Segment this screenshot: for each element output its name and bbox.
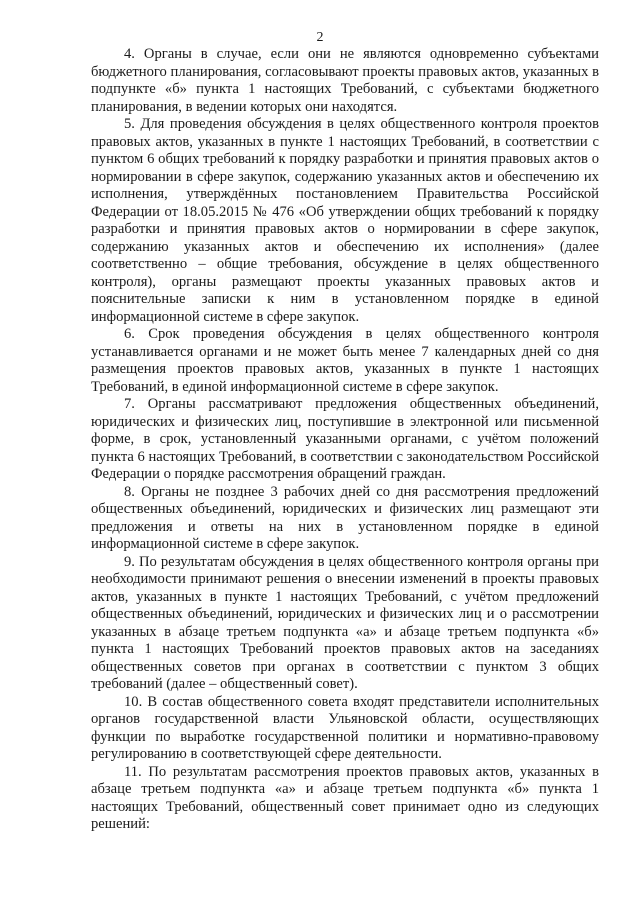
paragraph-9: 9. По результатам обсуждения в целях общественного контроля органы при необходимости принимают решения о внесении изменений в проекты правовых актов, указанных в пункте 1 настоящих Требований, с учётом предложений общественных объединений, юридических и физических лиц и о рассмотрении указанных в абзаце третьем подпункта «а» и абзаце третьем подпункта «б» пункта 1 настоящих Требований проектов правовых актов на заседаниях общественных советов при органах в соответствии с пунктом 3 общих требований (далее – общественный совет). [91, 553, 599, 692]
paragraph-5: 5. Для проведения обсуждения в целях общественного контроля проектов правовых актов, указанных в пункте 1 настоящих Требований, в соответствии с пунктом 6 общих требований к порядку разработки и принятия правовых актов о нормировании в сфере закупок, содержанию указанных актов и обеспечению их исполнения, утверждённых постановлением Правительства Российской Федерации от 18.05.2015 № 476 «Об утверждении общих требований к порядку разработки и принятия правовых актов о нормировании в сфере закупок, содержанию указанных актов и обеспечению их исполнения» (далее соответственно – общие требования, обсуждение в целях общественного контроля), органы размещают проекты указанных правовых актов и пояснительные записки к ним в установленном порядке в единой информационной системе в сфере закупок. [91, 116, 599, 325]
paragraph-6: 6. Срок проведения обсуждения в целях общественного контроля устанавливается органами и не может быть менее 7 календарных дней со дня размещения проектов правовых актов, указанных в пункте 1 настоящих Требований, в единой информационной системе в сфере закупок. [91, 326, 599, 395]
paragraph-10: 10. В состав общественного совета входят представители исполнительных органов государственной власти Ульяновской области, осуществляющих функции по выработке государственной политики и нормативно-правовому регулированию в соответствующей сфере деятельности. [91, 693, 599, 762]
paragraph-11: 11. По результатам рассмотрения проектов правовых актов, указанных в абзаце третьем подпункта «а» и абзаце третьем подпункта «б» пункта 1 настоящих Требований, общественный совет принимает одно из следующих решений: [91, 763, 599, 832]
paragraph-8: 8. Органы не позднее 3 рабочих дней со дня рассмотрения предложений общественных объединений, юридических и физических лиц размещают эти предложения и ответы на них в установленном порядке в единой информационной системе в сфере закупок. [91, 483, 599, 552]
document-body [91, 46, 599, 834]
paragraph-4: 4. Органы в случае, если они не являются одновременно субъектами бюджетного планирования, согласовывают проекты правовых актов, указанных в подпункте «б» пункта 1 настоящих Требований, с субъектами бюджетного планирования, в ведении которых они находятся. [91, 46, 599, 115]
paragraph-7: 7. Органы рассматривают предложения общественных объединений, юридических и физических лиц, поступившие в электронной или письменной форме, в срок, установленный указанными органами, с учётом положений пункта 6 настоящих Требований, в соответствии с законодательством Российской Федерации о порядке рассмотрения обращений граждан. [91, 396, 600, 482]
page-number: 2 [316, 30, 324, 45]
